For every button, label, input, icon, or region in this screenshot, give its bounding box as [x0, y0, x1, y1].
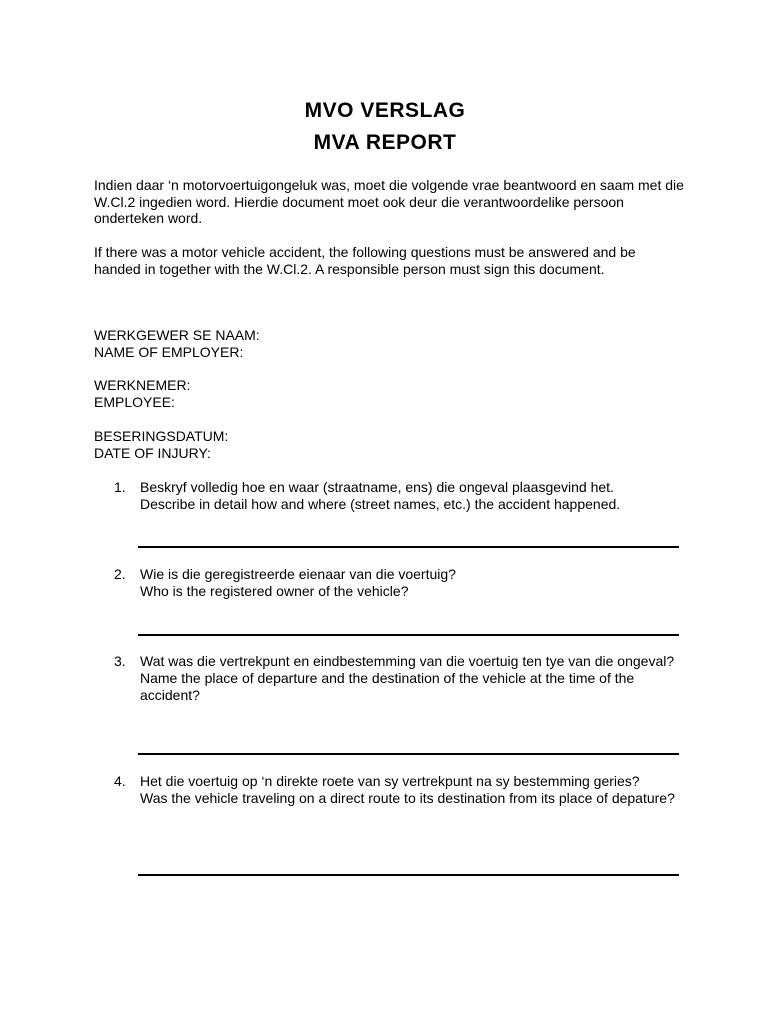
- title-afrikaans: MVO VERSLAG: [304, 99, 466, 122]
- question-english: Name the place of departure and the destination of the vehicle at the time of the accident?: [140, 669, 635, 703]
- employer-name-label-af: WERKGEWER SE NAAM:: [94, 327, 260, 343]
- question-number: 4.: [114, 773, 126, 789]
- question-text: [140, 566, 680, 600]
- question-text: [140, 479, 680, 513]
- question-number: 1.: [114, 479, 126, 495]
- question-english: Who is the registered owner of the vehicle?: [140, 582, 409, 599]
- question-afrikaans: Beskryf volledig hoe en waar (straatname, ens) die ongeval plaasgevind het.: [140, 479, 614, 495]
- intro-afrikaans: [94, 177, 684, 227]
- answer-line-2[interactable]: [138, 634, 679, 636]
- question-afrikaans: Wat was die vertrekpunt en eindbestemming van die voertuig ten tye van die ongeval?: [140, 653, 675, 669]
- date-of-injury-field: [94, 428, 228, 462]
- question-number: 3.: [114, 653, 126, 669]
- answer-line-4[interactable]: [138, 874, 679, 876]
- employee-label-af: WERKNEMER:: [94, 377, 191, 393]
- intro-english-text: If there was a motor vehicle accident, the following questions must be answered and be handed in together with the W.Cl.2. A responsible person must sign this document.: [94, 244, 636, 277]
- question-number: 2.: [114, 566, 126, 582]
- employer-name-field: [94, 327, 260, 361]
- employee-field: [94, 377, 190, 411]
- employer-name-label-en: NAME OF EMPLOYER:: [94, 344, 244, 360]
- question-afrikaans: Wie is die geregistreerde eienaar van die voertuig?: [140, 566, 456, 582]
- employee-label-en: EMPLOYEE:: [94, 394, 175, 410]
- answer-line-3[interactable]: [138, 753, 679, 755]
- title-english: MVA REPORT: [313, 131, 457, 154]
- question-text: [140, 773, 680, 807]
- question-text: [140, 653, 680, 703]
- date-of-injury-label-af: BESERINGSDATUM:: [94, 428, 229, 444]
- answer-line-1[interactable]: [138, 546, 679, 548]
- date-of-injury-label-en: DATE OF INJURY:: [94, 445, 211, 461]
- intro-english: [94, 244, 684, 277]
- intro-afrikaans-text: Indien daar ‘n motorvoertuigongeluk was, moet die volgende vrae beantwoord en saam met die W.Cl.2 ingedien word. Hierdie document moet ook deur die verantwoordelike persoon onderteken word.: [94, 177, 684, 226]
- question-english: Describe in detail how and where (street names, etc.) the accident happened.: [140, 495, 621, 512]
- question-english: Was the vehicle traveling on a direct route to its destination from its place of depature?: [140, 789, 675, 806]
- question-afrikaans: Het die voertuig op ‘n direkte roete van sy vertrekpunt na sy bestemming geries?: [140, 773, 640, 789]
